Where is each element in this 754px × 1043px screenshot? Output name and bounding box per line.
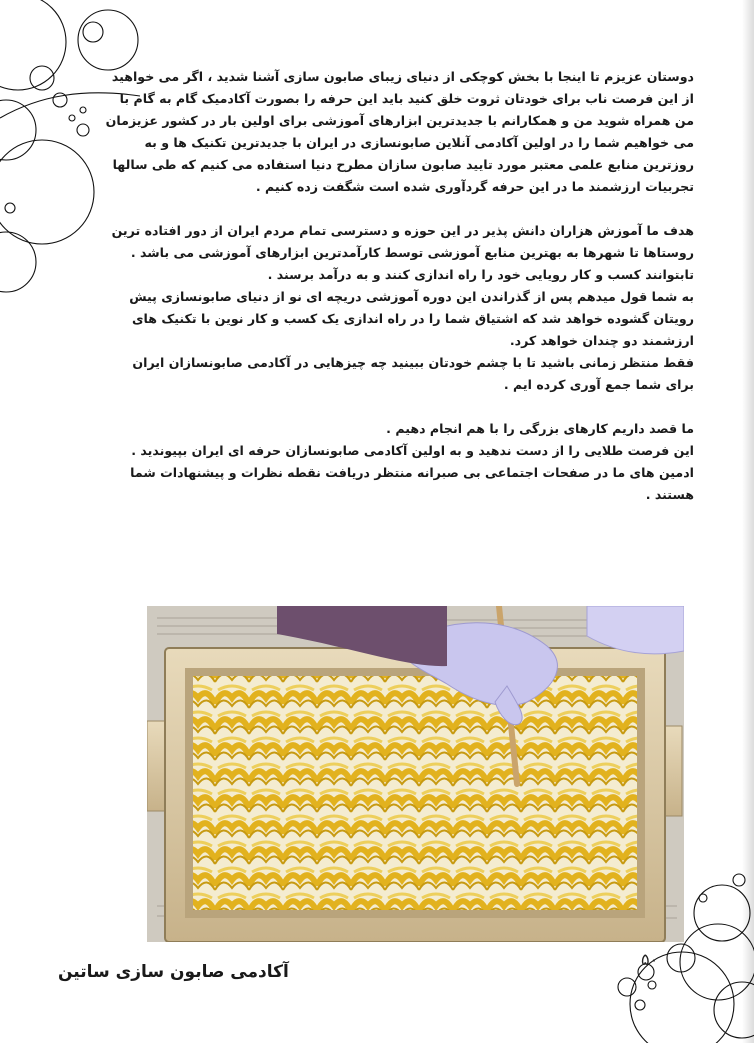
paragraph-intro: دوستان عزیزم تا اینجا با بخش کوچکی از دنیای زیبای صابون سازی آشنا شدید ، اگر می خواهید از این فرصت ناب برای خودتان ثروت خلق کنید باید این حرفه را بصورت آکادمیک گام به گام با من همراه شوید من و همکارانم با جدیدترین ابزارهای آموزشی برای اولین بار در کشور عزیزمان می خواهیم شما را در اولین آکادمی آنلاین صابونسازی در ایران با جدیدترین تکنیک ها و به روزترین منابع علمی معتبر مورد تایید صابون سازان مطرح دنیا استفاده می کنیم که طی سالها تجربیات ارزشمند ما در این حرفه گردآوری شده است شگفت زده کنیم . bbox=[105, 69, 694, 194]
paragraph-opportunity: این فرصت طلایی را از دست ندهید و به اولین آکادمی صابونسازان حرفه ای ایران بپیوندید . bbox=[131, 443, 694, 458]
page-edge-shadow bbox=[742, 0, 754, 1043]
paragraph-wait: فقط منتظر زمانی باشید تا با چشم خودتان ببینید چه چیزهایی در آکادمی صابونسازان ایران برای شما جمع آوری کرده ایم . bbox=[132, 355, 694, 392]
paragraph-admins: ادمین های ما در صفحات اجتماعی بی صبرانه منتظر دریافت نقطه نظرات و پیشنهادات شما هستند . bbox=[130, 465, 694, 502]
paragraph-intent: ما قصد داریم کارهای بزرگی را با هم انجام دهیم . bbox=[386, 421, 694, 436]
main-text bbox=[100, 66, 694, 506]
paragraph-goal: هدف ما آموزش هزاران دانش پذیر در این حوزه و دسترسی تمام مردم ایران از دور افتاده ترین روستاها تا شهرها به بهترین منابع آموزشی توسط کارآمدترین ابزارهای آموزشی می باشد . تابتوانند کسب و کار رویایی خود را راه اندازی کنند و به درآمد برسند . bbox=[111, 223, 694, 282]
soap-swirl-photo bbox=[147, 606, 684, 942]
page-number: ۵۰ bbox=[641, 950, 659, 969]
paragraph-promise: به شما قول میدهم پس از گذراندن این دوره آموزشی دریچه ای نو از دنیای صابونسازی پیش رویتان گشوده خواهد شد که اشتیاق شما را در راه اندازی یک کسب و کار نوین با تکنیک های ارزشمند دو چندان خواهد کرد. bbox=[129, 289, 694, 348]
footer-title: آکادمی صابون سازی ساتین bbox=[58, 962, 289, 982]
